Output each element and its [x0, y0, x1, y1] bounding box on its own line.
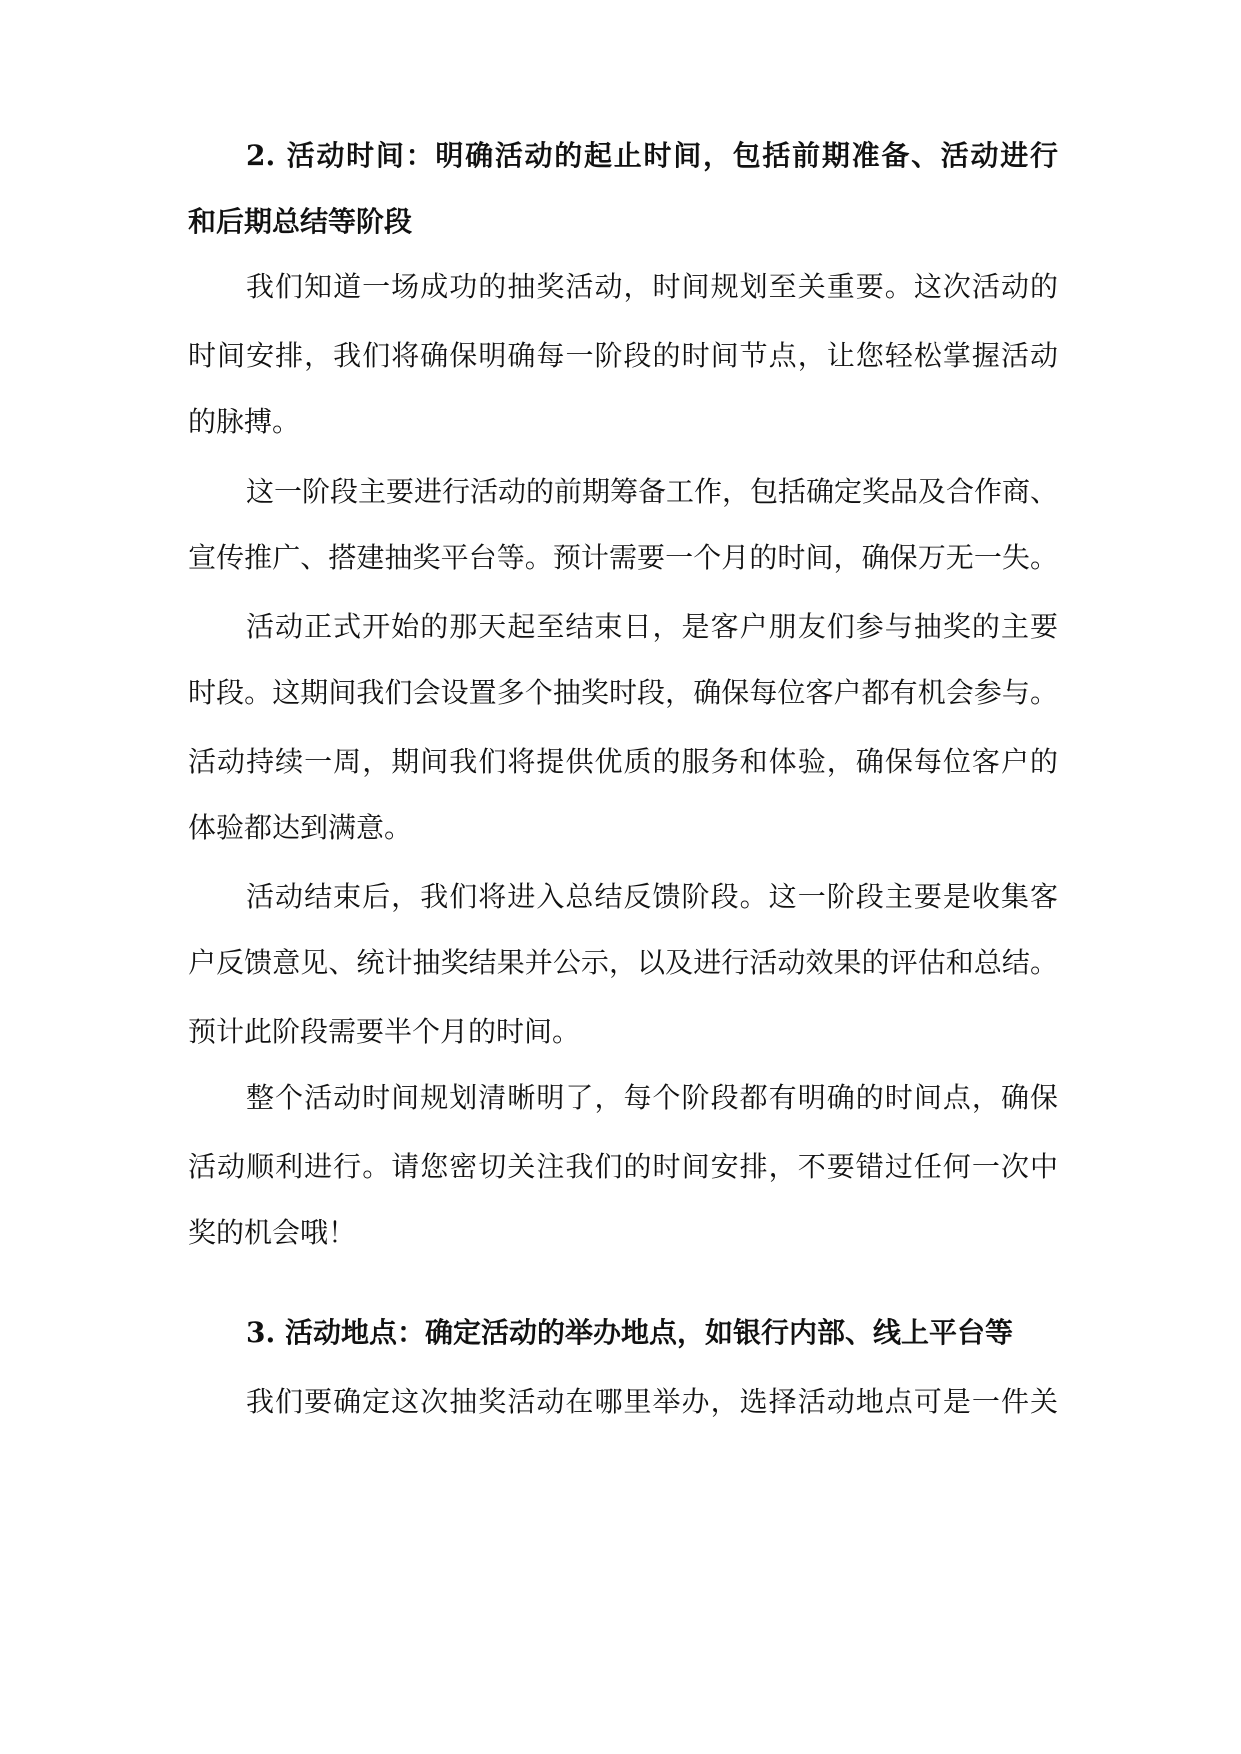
- paragraph-line: 预计此阶段需要半个月的时间。: [188, 1015, 581, 1048]
- section-2-heading-line-1: 2. 活动时间：明确活动的起止时间，包括前期准备、活动进行: [246, 139, 1058, 172]
- paragraph-line: 时段。这期间我们会设置多个抽奖时段，确保每位客户都有机会参与。: [188, 676, 1058, 709]
- section-3-heading: 3. 活动地点：确定活动的举办地点，如银行内部、线上平台等: [246, 1316, 1013, 1349]
- paragraph-line: 我们知道一场成功的抽奖活动，时间规划至关重要。这次活动的: [246, 270, 1058, 303]
- paragraph-line: 活动结束后，我们将进入总结反馈阶段。这一阶段主要是收集客: [246, 880, 1058, 913]
- paragraph-line: 时间安排，我们将确保明确每一阶段的时间节点，让您轻松掌握活动: [188, 339, 1058, 372]
- paragraph-line: 这一阶段主要进行活动的前期筹备工作，包括确定奖品及合作商、: [246, 475, 1058, 508]
- paragraph-line: 活动正式开始的那天起至结束日，是客户朋友们参与抽奖的主要: [246, 610, 1058, 643]
- paragraph-line: 奖的机会哦！: [188, 1216, 357, 1249]
- paragraph-line: 宣传推广、搭建抽奖平台等。预计需要一个月的时间，确保万无一失。: [188, 541, 1058, 574]
- paragraph-line: 户反馈意见、统计抽奖结果并公示，以及进行活动效果的评估和总结。: [188, 946, 1058, 979]
- paragraph-line: 体验都达到满意。: [188, 811, 413, 844]
- paragraph-line: 我们要确定这次抽奖活动在哪里举办，选择活动地点可是一件关: [246, 1385, 1058, 1418]
- paragraph-line: 活动顺利进行。请您密切关注我们的时间安排，不要错过任何一次中: [188, 1150, 1058, 1183]
- paragraph-line: 的脉搏。: [188, 405, 301, 438]
- paragraph-line: 活动持续一周，期间我们将提供优质的服务和体验，确保每位客户的: [188, 745, 1058, 778]
- paragraph-line: 整个活动时间规划清晰明了，每个阶段都有明确的时间点，确保: [246, 1081, 1058, 1114]
- section-2-heading-line-2: 和后期总结等阶段: [188, 205, 413, 238]
